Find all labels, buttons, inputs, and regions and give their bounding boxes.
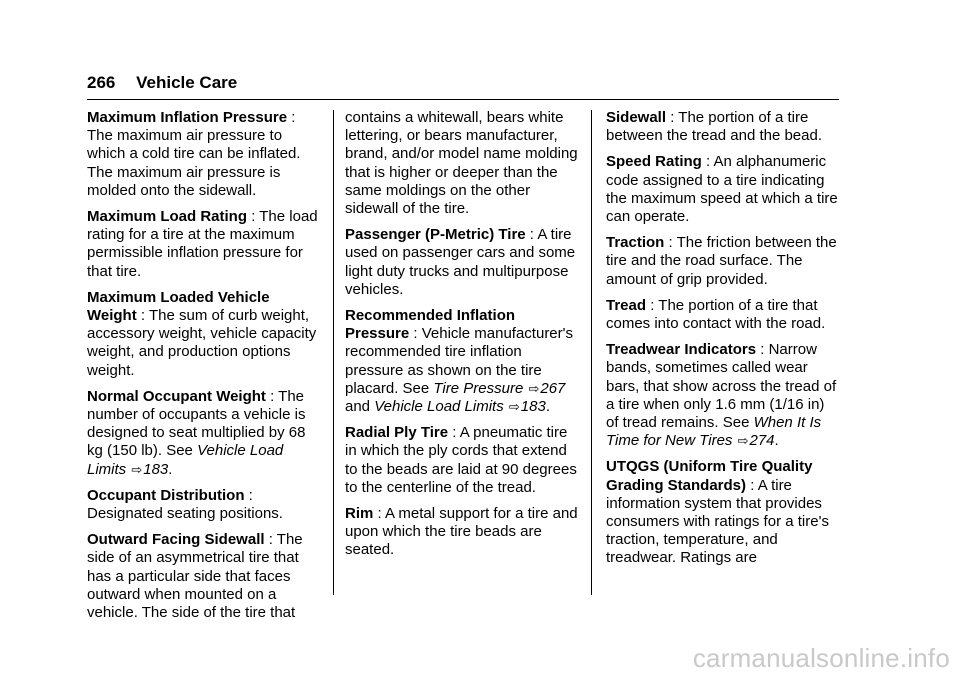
entry-recommended-inflation-pressure [345, 307, 580, 416]
entry-tread [606, 297, 841, 333]
term: Sidewall [606, 109, 667, 126]
term-separator: : [750, 476, 755, 494]
xref-link[interactable]: Vehicle Load Limits [87, 442, 284, 478]
conjunction: and [345, 398, 371, 416]
entry-radial-ply-tire [345, 424, 580, 497]
page-header [87, 73, 237, 93]
entry-occupant-distribution [87, 487, 322, 523]
term: Tread [606, 296, 647, 314]
definition: contains a whitewall, bears white lettering, or bears manufacturer, brand, and/or model name molding that is higher or deeper than the same moldings on the other sidewall of the tire. [345, 109, 578, 218]
xref-arrow-icon: ⇨ [528, 380, 540, 396]
entry-rim [345, 505, 580, 560]
entry-maximum-load-rating [87, 208, 322, 281]
definition: The friction between the tire and the road surface. The amount of grip provided. [606, 234, 837, 288]
term: Passenger (P-Metric) Tire [345, 226, 526, 244]
term-separator: : [251, 208, 256, 226]
xref-arrow-icon: ⇨ [508, 399, 520, 415]
period: . [774, 432, 779, 450]
header-rule [87, 99, 839, 100]
column-3 [606, 109, 841, 576]
definition: Vehicle manufacturer's recommended tire inflation pressure as shown on the tire placard. See [345, 325, 574, 397]
definition: Narrow bands, sometimes called wear bars, that show across the tread of a tire when only 1.6 mm (1/16 in) of tread remains. See [606, 341, 837, 432]
definition: A tire information system that provides consumers with ratings for a tire's traction, temperature, and treadwear. Ratings are [606, 476, 829, 567]
period: . [545, 398, 550, 416]
entry-passenger-tire [345, 226, 580, 299]
term: Traction [606, 234, 665, 252]
term-separator: : [668, 234, 673, 252]
term: Treadwear Indicators [606, 341, 757, 359]
xref-page[interactable]: 183 [143, 460, 169, 478]
term-separator: : [670, 109, 675, 126]
term-separator: : [413, 325, 418, 343]
entry-traction [606, 234, 841, 289]
definition: A pneumatic tire in which the ply cords that extend to the beads are laid at 90 degrees to the centerline of the tread. [345, 424, 577, 496]
term: Speed Rating [606, 153, 702, 171]
term: Rim [345, 505, 374, 523]
entry-sidewall [606, 109, 841, 145]
watermark: carmanualsonline.info [692, 643, 950, 673]
term: Radial Ply Tire [345, 424, 449, 442]
column-divider-1 [333, 110, 334, 595]
definition: Designated seating positions. [87, 505, 283, 523]
entry-utqgs [606, 458, 841, 567]
term-separator: : [650, 296, 655, 314]
term-separator: : [270, 387, 275, 405]
definition: A tire used on passenger cars and some light duty trucks and multipurpose vehicles. [345, 226, 576, 298]
term-separator: : [706, 153, 711, 171]
period: . [168, 460, 173, 478]
xref-page[interactable]: 274 [749, 432, 775, 450]
definition: The maximum air pressure to which a cold tire can be inflated. The maximum air pressure is molded onto the sidewall. [87, 127, 301, 199]
term: UTQGS (Uniform Tire Quality Grading Standards) [606, 458, 813, 494]
definition: The portion of a tire that comes into contact with the road. [606, 296, 826, 333]
xref-link[interactable]: Vehicle Load Limits [374, 398, 504, 416]
xref-page[interactable]: 183 [520, 398, 546, 416]
term-separator: : [291, 109, 296, 126]
xref-link[interactable]: Tire Pressure [433, 379, 524, 397]
page-number: 266 [87, 73, 116, 92]
xref-arrow-icon: ⇨ [131, 461, 143, 477]
term: Outward Facing Sidewall [87, 531, 265, 549]
term-separator: : [248, 486, 253, 504]
term-separator: : [377, 505, 382, 523]
term: Maximum Inflation Pressure [87, 109, 288, 126]
term-separator: : [529, 226, 534, 244]
definition: The sum of curb weight, accessory weight, vehicle capacity weight, and production options weight. [87, 307, 317, 379]
term: Occupant Distribution [87, 486, 245, 504]
term-separator: : [140, 307, 146, 325]
entry-outward-facing-sidewall-continued [345, 109, 580, 218]
definition: The number of occupants a vehicle is designed to seat multiplied by 68 kg (150 lb). See [87, 387, 306, 460]
term-separator: : [452, 424, 457, 442]
xref-page[interactable]: 267 [540, 379, 566, 397]
entry-normal-occupant-weight [87, 388, 322, 479]
column-1 [87, 109, 322, 630]
column-2 [345, 109, 580, 568]
definition: The load rating for a tire at the maximum permissible inflation pressure for that tire. [87, 208, 318, 280]
definition: The portion of a tire between the tread and the bead. [606, 109, 823, 145]
entry-outward-facing-sidewall [87, 531, 322, 622]
term-separator: : [760, 341, 765, 359]
term: Maximum Load Rating [87, 208, 248, 226]
entry-maximum-inflation-pressure [87, 109, 322, 200]
xref-arrow-icon: ⇨ [737, 433, 749, 449]
term: Normal Occupant Weight [87, 387, 266, 405]
definition: A metal support for a tire and upon which the tire beads are seated. [345, 505, 578, 559]
definition: The side of an asymmetrical tire that has a particular side that faces outward when mounted on a vehicle. The side of the tire that [87, 531, 303, 622]
term: Maximum Loaded Vehicle Weight [87, 288, 270, 325]
section-title: Vehicle Care [136, 73, 238, 92]
term-separator: : [268, 531, 273, 549]
entry-treadwear-indicators [606, 341, 841, 450]
definition: An alphanumeric code assigned to a tire indicating the maximum speed at which a tire can operate. [606, 153, 838, 226]
term: Recommended Inflation Pressure [345, 307, 516, 343]
xref-link[interactable]: When It Is Time for New Tires [606, 414, 822, 450]
entry-speed-rating [606, 153, 841, 226]
entry-maximum-loaded-vehicle-weight [87, 289, 322, 380]
column-divider-2 [591, 110, 592, 595]
